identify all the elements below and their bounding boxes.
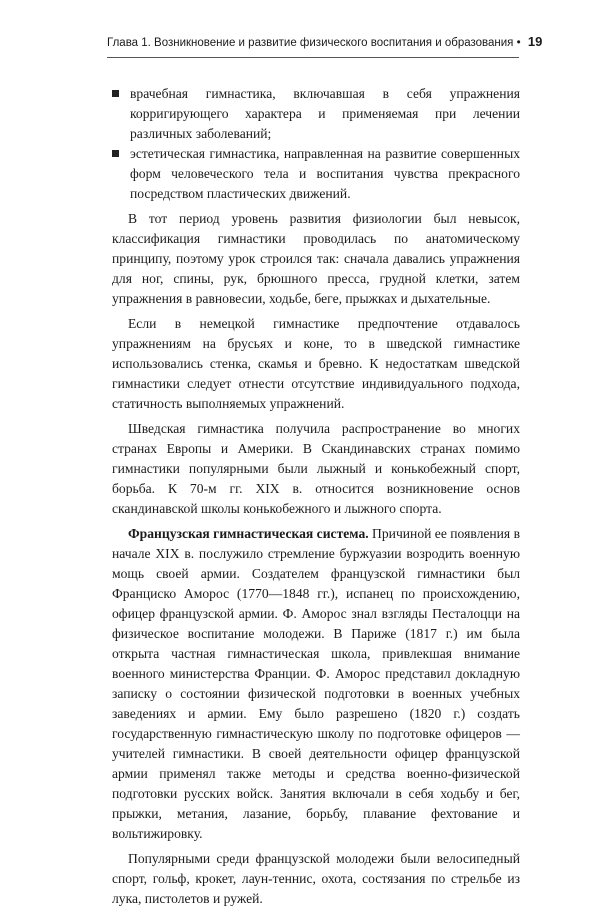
paragraph-french-text: Причиной ее появления в начале XIX в. послужило стремление буржуазии возродить военную мощь своей армии. Создателем французской гимнастики был Франциско Аморос (1770—1848 гг.), испанец по происхождению, офицер французской армии. Ф. Аморос знал взгляды Песталоцци на физическое воспитание молодежи. В Париже (1817 г.) им была открыта частная гимнастическая школа, привлекшая внимание военного министерства Франции. Ф. Аморос представил докладную записку о состоянии физической подготовки в военных учебных заведениях и армии. Ему было разрешено (1820 г.) создать государственную гимнастическую школу по подготовке офицеров — учителей гимнастики. В своей деятельности офицер французской армии применял также методы и средства военно-физической подготовки русских войск. Занятия включали в себя ходьбу и бег, прыжки, метания, лазание, борьбу, плавание фехтование и вольтижировку. xyxy=(112,526,521,841)
section-heading-french: Французская гимнастическая система. xyxy=(128,526,369,541)
page-number: 19 xyxy=(527,34,543,49)
body-text xyxy=(112,84,520,914)
running-header xyxy=(107,34,543,54)
bullet-square-icon xyxy=(112,150,119,157)
bullet-square-icon xyxy=(112,90,119,97)
bullet-text: эстетическая гимнастика, направленная на развитие совершенных форм человеческого тела и воспитания чувства прекрасного посредством пластических движений. xyxy=(130,146,520,201)
bullet-item xyxy=(112,84,520,144)
paragraph-swedish-spread: Шведская гимнастика получила распространение во многих странах Европы и Америки. В Скандинавских странах помимо гимнастики популярными были лыжный и конькобежный спорт, борьба. К 70-м гг. XIX в. относится возникновение основ скандинавской школы конькобежного и лыжного спорта. xyxy=(112,421,520,516)
header-rule xyxy=(107,57,519,58)
paragraph-physiology: В тот период уровень развития физиологии был невысок, классификация гимнастики проводилась по анатомическому принципу, поэтому урок строился так: сначала давались упражнения для ног, спины, рук, брюшного пресса, грудной клетки, затем упражнения в равновесии, ходьбе, беге, прыжках и дыхательные. xyxy=(112,211,520,306)
paragraph-french-system xyxy=(112,524,520,844)
chapter-title: Глава 1. Возникновение и развитие физического воспитания и образования • xyxy=(107,37,521,49)
paragraph-swedish-equipment: Если в немецкой гимнастике предпочтение отдавалось упражнениям на брусьях и коне, то в шведской гимнастике использовались стенка, скамья и бревно. К недостаткам шведской гимнастики следует отнести отсутствие индивидуального подхода, статичность выполняемых упражнений. xyxy=(112,316,520,411)
paragraph-french-youth: Популярными среди французской молодежи были велосипедный спорт, гольф, крокет, лаун-теннис, охота, состязания по стрельбе из лука, пистолетов и ружей. xyxy=(112,851,520,906)
bullet-text: врачебная гимнастика, включавшая в себя упражнения корригирующего характера и применяемая при лечении различных заболеваний; xyxy=(130,86,520,141)
bullet-item xyxy=(112,144,520,204)
